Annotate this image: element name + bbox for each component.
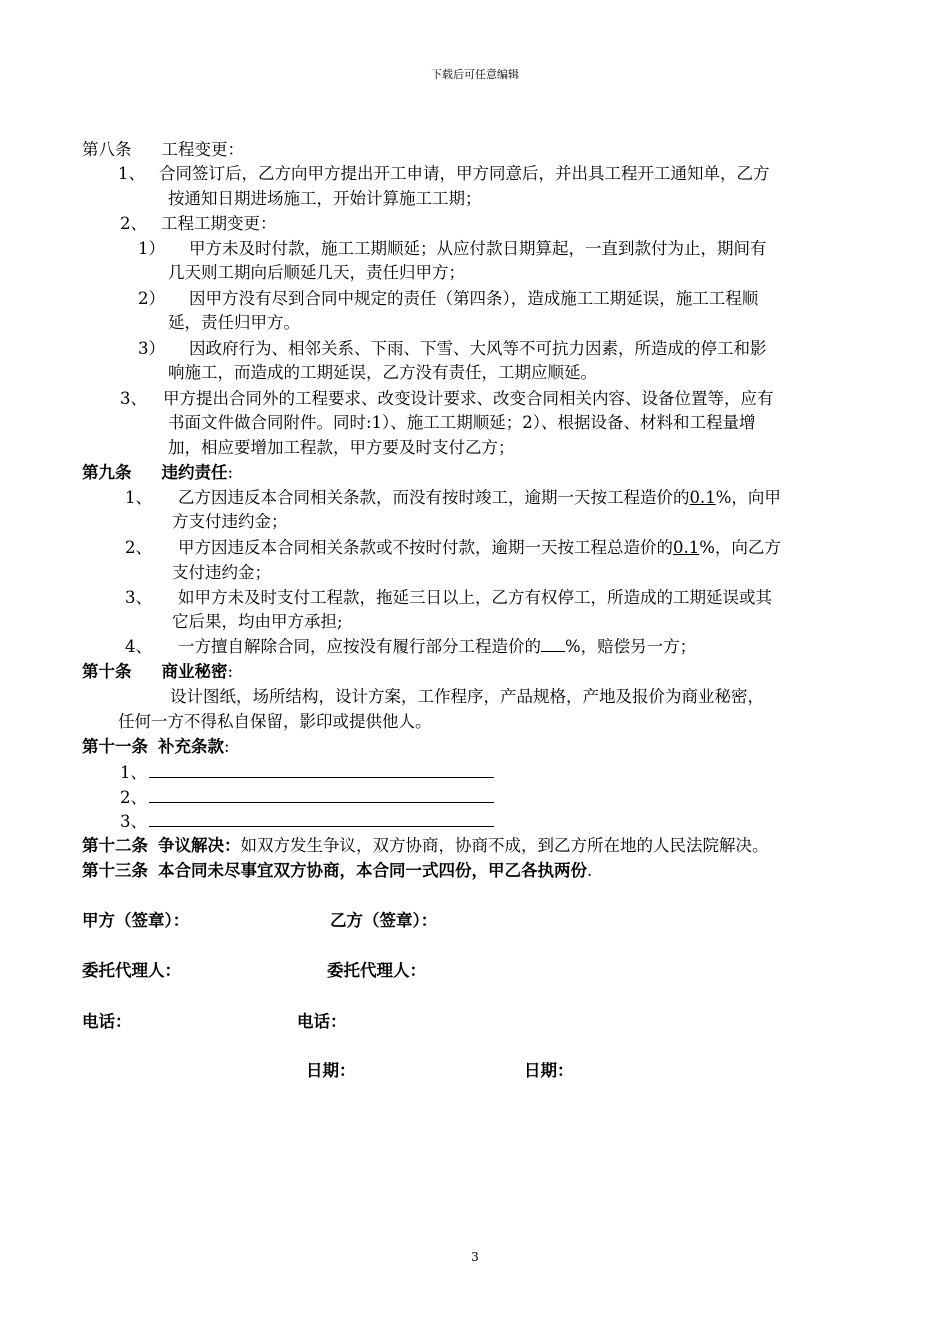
article-title: 工程变更 [161,140,228,159]
article-10-paragraph: 设计图纸，场所结构，设计方案，工作程序，产品规格，产地及报价为商业秘密， [170,687,764,706]
article-8-sub-3-cont: 响施工，而造成的工期延误，乙方没有责任，工期应顺延。 [168,363,597,382]
article-8-sub-1: 1） 甲方未及时付款，施工工期顺延；从应付款日期算起，一直到款付为止，期间有 [138,239,767,258]
article-label: 第十二条 [82,836,148,855]
article-title: 违约责任 [161,463,228,482]
article-label: 第十一条 [82,737,148,756]
party-b-date-label: 日期： [524,1061,574,1080]
article-9-item-4: 4、 一方擅自解除合同，应按没有履行部分工程造价的 %，赔偿另一方； [125,637,697,656]
article-9-item-2-cont: 支付违约金； [172,563,271,582]
party-b-phone-label: 电话： [297,1012,347,1031]
supplement-blank-2 [149,786,494,803]
article-9-heading: 第九条 违约责任: [82,463,234,482]
article-label: 第十三条 [82,861,148,880]
supplement-line-3: 3、 [120,810,494,833]
percent-blank [541,637,565,652]
article-8-item-3-cont-1: 书面文件做合同附件。同时:1）、施工工期顺延；2）、根据设备、材料和工程量增 [168,413,756,432]
article-label: 第九条 [82,463,132,482]
article-8-item-2: 2、 工程工期变更： [120,214,277,233]
page-number: 3 [471,1250,479,1264]
article-8-item-3: 3、 甲方提出合同外的工程要求、改变设计要求、改变合同相关内容、设备位置等，应有 [120,389,774,408]
party-a-agent-label: 委托代理人： [82,961,181,980]
party-a-date-label: 日期： [306,1061,356,1080]
article-title: 争议解决： [158,836,241,855]
article-9-item-1: 1、 乙方因违反本合同相关条款，而没有按时竣工，逾期一天按工程造价的0.1%，向甲 [125,488,781,507]
article-9-item-1-cont: 方支付违约金； [172,512,288,531]
article-title: 补充条款 [158,737,224,756]
article-13: 第十三条 本合同未尽事宜双方协商，本合同一式四份，甲乙各执两份. [82,861,593,880]
supplement-blank-1 [149,761,494,778]
page-header: 下载后可任意编辑 [431,68,519,81]
party-a-phone-label: 电话： [82,1012,132,1031]
article-label: 第十条 [82,662,132,681]
article-title: 商业秘密 [161,662,228,681]
article-8-sub-1-cont: 几天则工期向后顺延几天，责任归甲方； [168,263,465,282]
article-9-item-3: 3、 如甲方未及时支付工程款，拖延三日以上，乙方有权停工，所造成的工期延误或其 [125,588,772,607]
supplement-line-1: 1、 [120,761,494,784]
party-b-agent-label: 委托代理人： [327,961,426,980]
article-8-sub-3: 3） 因政府行为、相邻关系、下雨、下雪、大风等不可抗力因素，所造成的停工和影 [138,339,767,358]
party-a-seal-label: 甲方（签章）： [82,911,190,930]
supplement-line-2: 2、 [120,786,494,809]
article-10-paragraph-cont: 任何一方不得私自保留，影印或提供他人。 [118,712,432,731]
article-10-heading: 第十条 商业秘密: [82,662,234,681]
article-8-item-3-cont-2: 加，相应要增加工程款，甲方要及时支付乙方； [168,438,515,457]
article-8-item-1-cont: 按通知日期进场施工，开始计算施工工期； [168,189,482,208]
article-8-item-1: 1、 合同签订后，乙方向甲方提出开工申请，甲方同意后，并出具工程开工通知单，乙方 [118,164,770,183]
article-9-item-2: 2、 甲方因违反本合同相关条款或不按时付款，逾期一天按工程总造价的0.1%，向乙方 [125,538,781,557]
article-12: 第十二条 争议解决：如双方发生争议，双方协商，协商不成，到乙方所在地的人民法院解决。 [82,836,769,855]
article-label: 第八条 [82,140,132,159]
article-9-item-3-cont: 它后果，均由甲方承担; [172,612,343,631]
article-8-sub-2-cont: 延，责任归甲方。 [168,313,300,332]
article-11-heading: 第十一条 补充条款: [82,737,230,756]
supplement-blank-3 [149,810,494,827]
article-8-heading: 第八条 工程变更： [82,140,244,159]
party-b-seal-label: 乙方（签章）： [330,911,438,930]
article-8-sub-2: 2） 因甲方没有尽到合同中规定的责任（第四条），造成施工工期延误，施工工程顺 [138,289,759,308]
